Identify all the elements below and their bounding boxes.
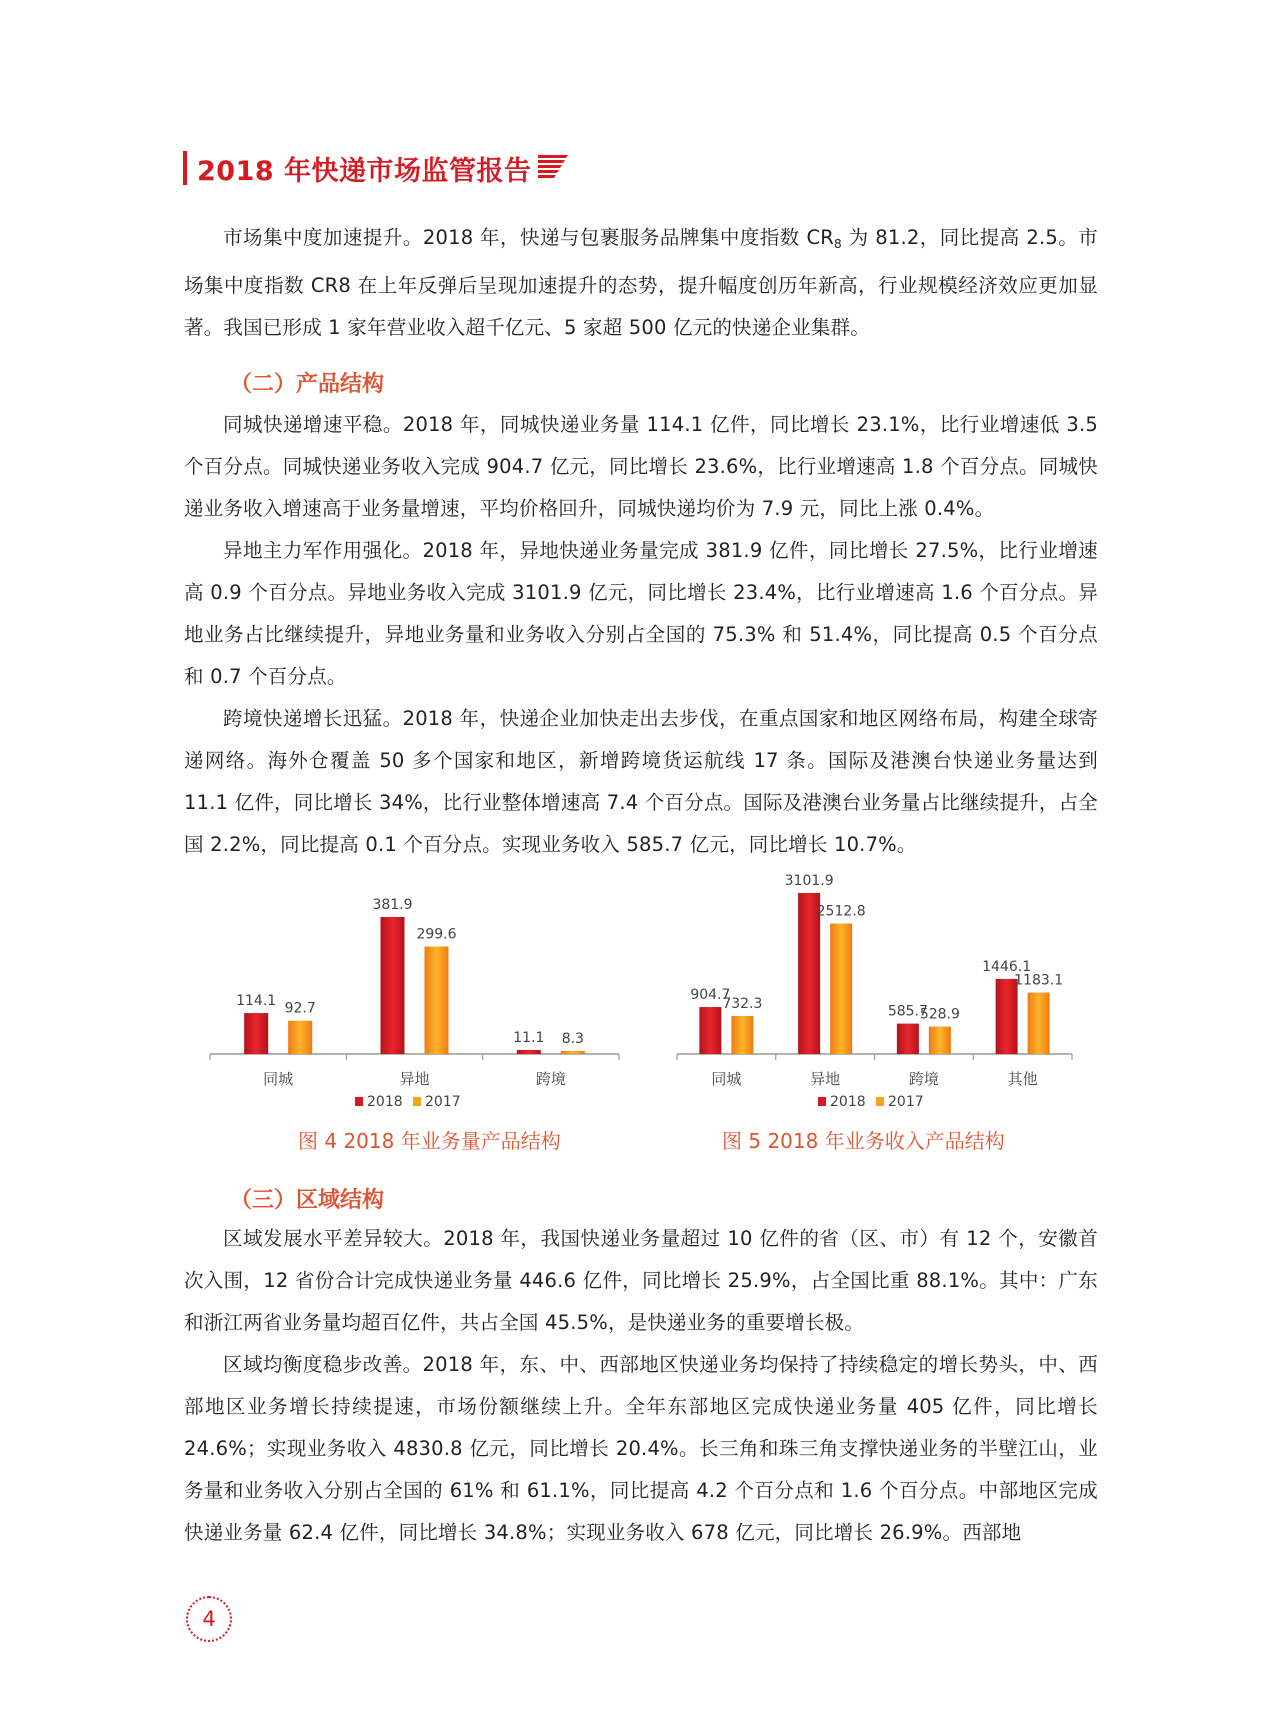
paragraph-inter-city: 异地主力军作用强化。2018 年，异地快递业务量完成 381.9 亿件，同比增长 27.5%，比行业增速高 0.9 个百分点。异地业务收入完成 3101.9 亿元，同比增长 23.4%，比行业增速高 1.6 个百分点。异地业务占比继续提升，异地业务量和业务收入分别占全国的 75.3% 和 51.4%，同比提高 0.5 个百分点和 0.7 个百分点。 (184, 539, 1098, 688)
bar-2017-跨境 (929, 1027, 951, 1054)
paragraph-cross-border: 跨境快递增长迅猛。2018 年，快递企业加快走出去步伐，在重点国家和地区网络布局，构建全球寄递网络。海外仓覆盖 50 多个国家和地区，新增跨境货运航线 17 条。国际及港澳台快递业务量达到 11.1 亿件，同比增长 34%，比行业整体增速高 7.4 个百分点。国际及港澳台业务量占比继续提升，占全国 2.2%，同比提高 0.1 个百分点。实现业务收入 585.7 亿元，同比增长 10.7%。 (184, 707, 1098, 856)
data-label: 904.7 (690, 987, 731, 1004)
section-title-region: （三）区域结构 (230, 1188, 385, 1213)
intro-block (184, 217, 1098, 349)
bar-2017-其他 (1028, 993, 1050, 1054)
data-label: 585.7 (887, 1003, 928, 1020)
data-label: 8.3 (561, 1031, 584, 1048)
chart-revenue-svg (672, 860, 1082, 1120)
chart-volume-svg (205, 860, 625, 1120)
page-number: 4 (186, 1596, 232, 1642)
caption-chart-revenue: 图 5 2018 年业务收入产品结构 (722, 1129, 1005, 1153)
legend-swatch-2017 (876, 1097, 884, 1106)
report-title: 2018 年快递市场监管报告 (197, 155, 532, 187)
category-label: 其他 (1007, 1070, 1038, 1088)
data-label: 381.9 (372, 897, 413, 913)
data-label: 299.6 (416, 926, 457, 943)
category-label: 同城 (711, 1070, 742, 1088)
paragraph-regional-balance: 区域均衡度稳步改善。2018 年，东、中、西部地区快递业务均保持了持续稳定的增长势头，中、西部地区业务增长持续提速，市场份额继续上升。全年东部地区完成快递业务量 405 亿件，同比增长 24.6%；实现业务收入 4830.8 亿元，同比增长 20.4%。长三角和珠三角支撑快递业务的半壁江山，业务量和业务收入分别占全国的 61% 和 61.1%，同比提高 4.2 个百分点和 1.6 个百分点。中部地区完成快递业务量 62.4 亿件，同比增长 34.8%；实现业务收入 678 亿元，同比增长 26.9%。西部地 (184, 1353, 1098, 1544)
region-block (184, 1218, 1098, 1554)
product-block (184, 404, 1098, 866)
bar-2017-同城 (731, 1016, 753, 1054)
bar-2017-同城 (288, 1021, 312, 1054)
chart-volume (205, 860, 625, 1120)
paragraph-concentration (184, 217, 1098, 349)
data-label: 1446.1 (982, 958, 1032, 975)
data-label: 3101.9 (784, 873, 834, 889)
legend-label-2018: 2018 (830, 1094, 866, 1110)
header-accent-bar (183, 151, 187, 185)
category-label: 异地 (399, 1070, 430, 1088)
category-label: 跨境 (908, 1070, 939, 1088)
data-label: 114.1 (236, 993, 277, 1010)
category-label: 同城 (263, 1070, 294, 1088)
bar-2018-同城 (244, 1013, 268, 1054)
data-label: 528.9 (919, 1006, 960, 1023)
legend-swatch-2018 (355, 1097, 363, 1106)
legend-swatch-2017 (413, 1097, 421, 1106)
data-label: 92.7 (284, 1000, 316, 1017)
data-label: 11.1 (513, 1030, 545, 1047)
paragraph-text: 市场集中度加速提升。2018 年，快递与包裹服务品牌集中度指数 CR (223, 226, 835, 249)
paragraph-regional-gap: 区域发展水平差异较大。2018 年，我国快递业务量超过 10 亿件的省（区、市）有 12 个，安徽首次入围，12 省份合计完成快递业务量 446.6 亿件，同比增长 25.9%，占全国比重 88.1%。其中：广东和浙江两省业务量均超百亿件，共占全国 45.5%，是快递业务的重要增长极。 (184, 1227, 1098, 1334)
paragraph-same-city: 同城快递增速平稳。2018 年，同城快递业务量 114.1 亿件，同比增长 23.1%，比行业增速低 3.5 个百分点。同城快递业务收入完成 904.7 亿元，同比增长 23.6%，比行业增速高 1.8 个百分点。同城快递业务收入增速高于业务量增速，平均价格回升，同城快递均价为 7.9 元，同比上涨 0.4%。 (184, 413, 1098, 520)
paragraph-text: 为 81.2，同比提高 2.5。市场集中度指数 CR8 在上年反弹后呈现加速提升的态势，提升幅度创历年新高，行业规模经济效应更加显著。我国已形成 1 家年营业收入超千亿元、5 家超 500 亿元的快递企业集群。 (184, 226, 1098, 340)
bar-2018-跨境 (517, 1050, 541, 1054)
bar-2018-其他 (996, 979, 1018, 1054)
legend-swatch-2018 (818, 1097, 826, 1106)
category-label: 异地 (810, 1070, 841, 1088)
chart-revenue (672, 860, 1082, 1120)
bar-2018-异地 (381, 917, 405, 1054)
report-header (183, 150, 568, 186)
caption-chart-volume: 图 4 2018 年业务量产品结构 (298, 1129, 561, 1153)
bar-2017-异地 (425, 947, 449, 1054)
data-label: 2512.8 (816, 903, 866, 920)
bar-2018-同城 (699, 1007, 721, 1054)
data-label: 732.3 (722, 995, 763, 1012)
bar-2017-跨境 (561, 1051, 585, 1054)
header-stripes-icon (538, 155, 568, 181)
bar-2018-跨境 (897, 1024, 919, 1054)
category-label: 跨境 (535, 1070, 566, 1088)
legend-label-2017: 2017 (888, 1094, 924, 1110)
section-title-product: （二）产品结构 (230, 372, 385, 397)
bar-2017-异地 (830, 924, 852, 1054)
data-label: 1183.1 (1014, 972, 1064, 989)
legend-label-2018: 2018 (367, 1094, 403, 1110)
legend-label-2017: 2017 (425, 1094, 461, 1110)
subscript: 8 (834, 237, 842, 252)
